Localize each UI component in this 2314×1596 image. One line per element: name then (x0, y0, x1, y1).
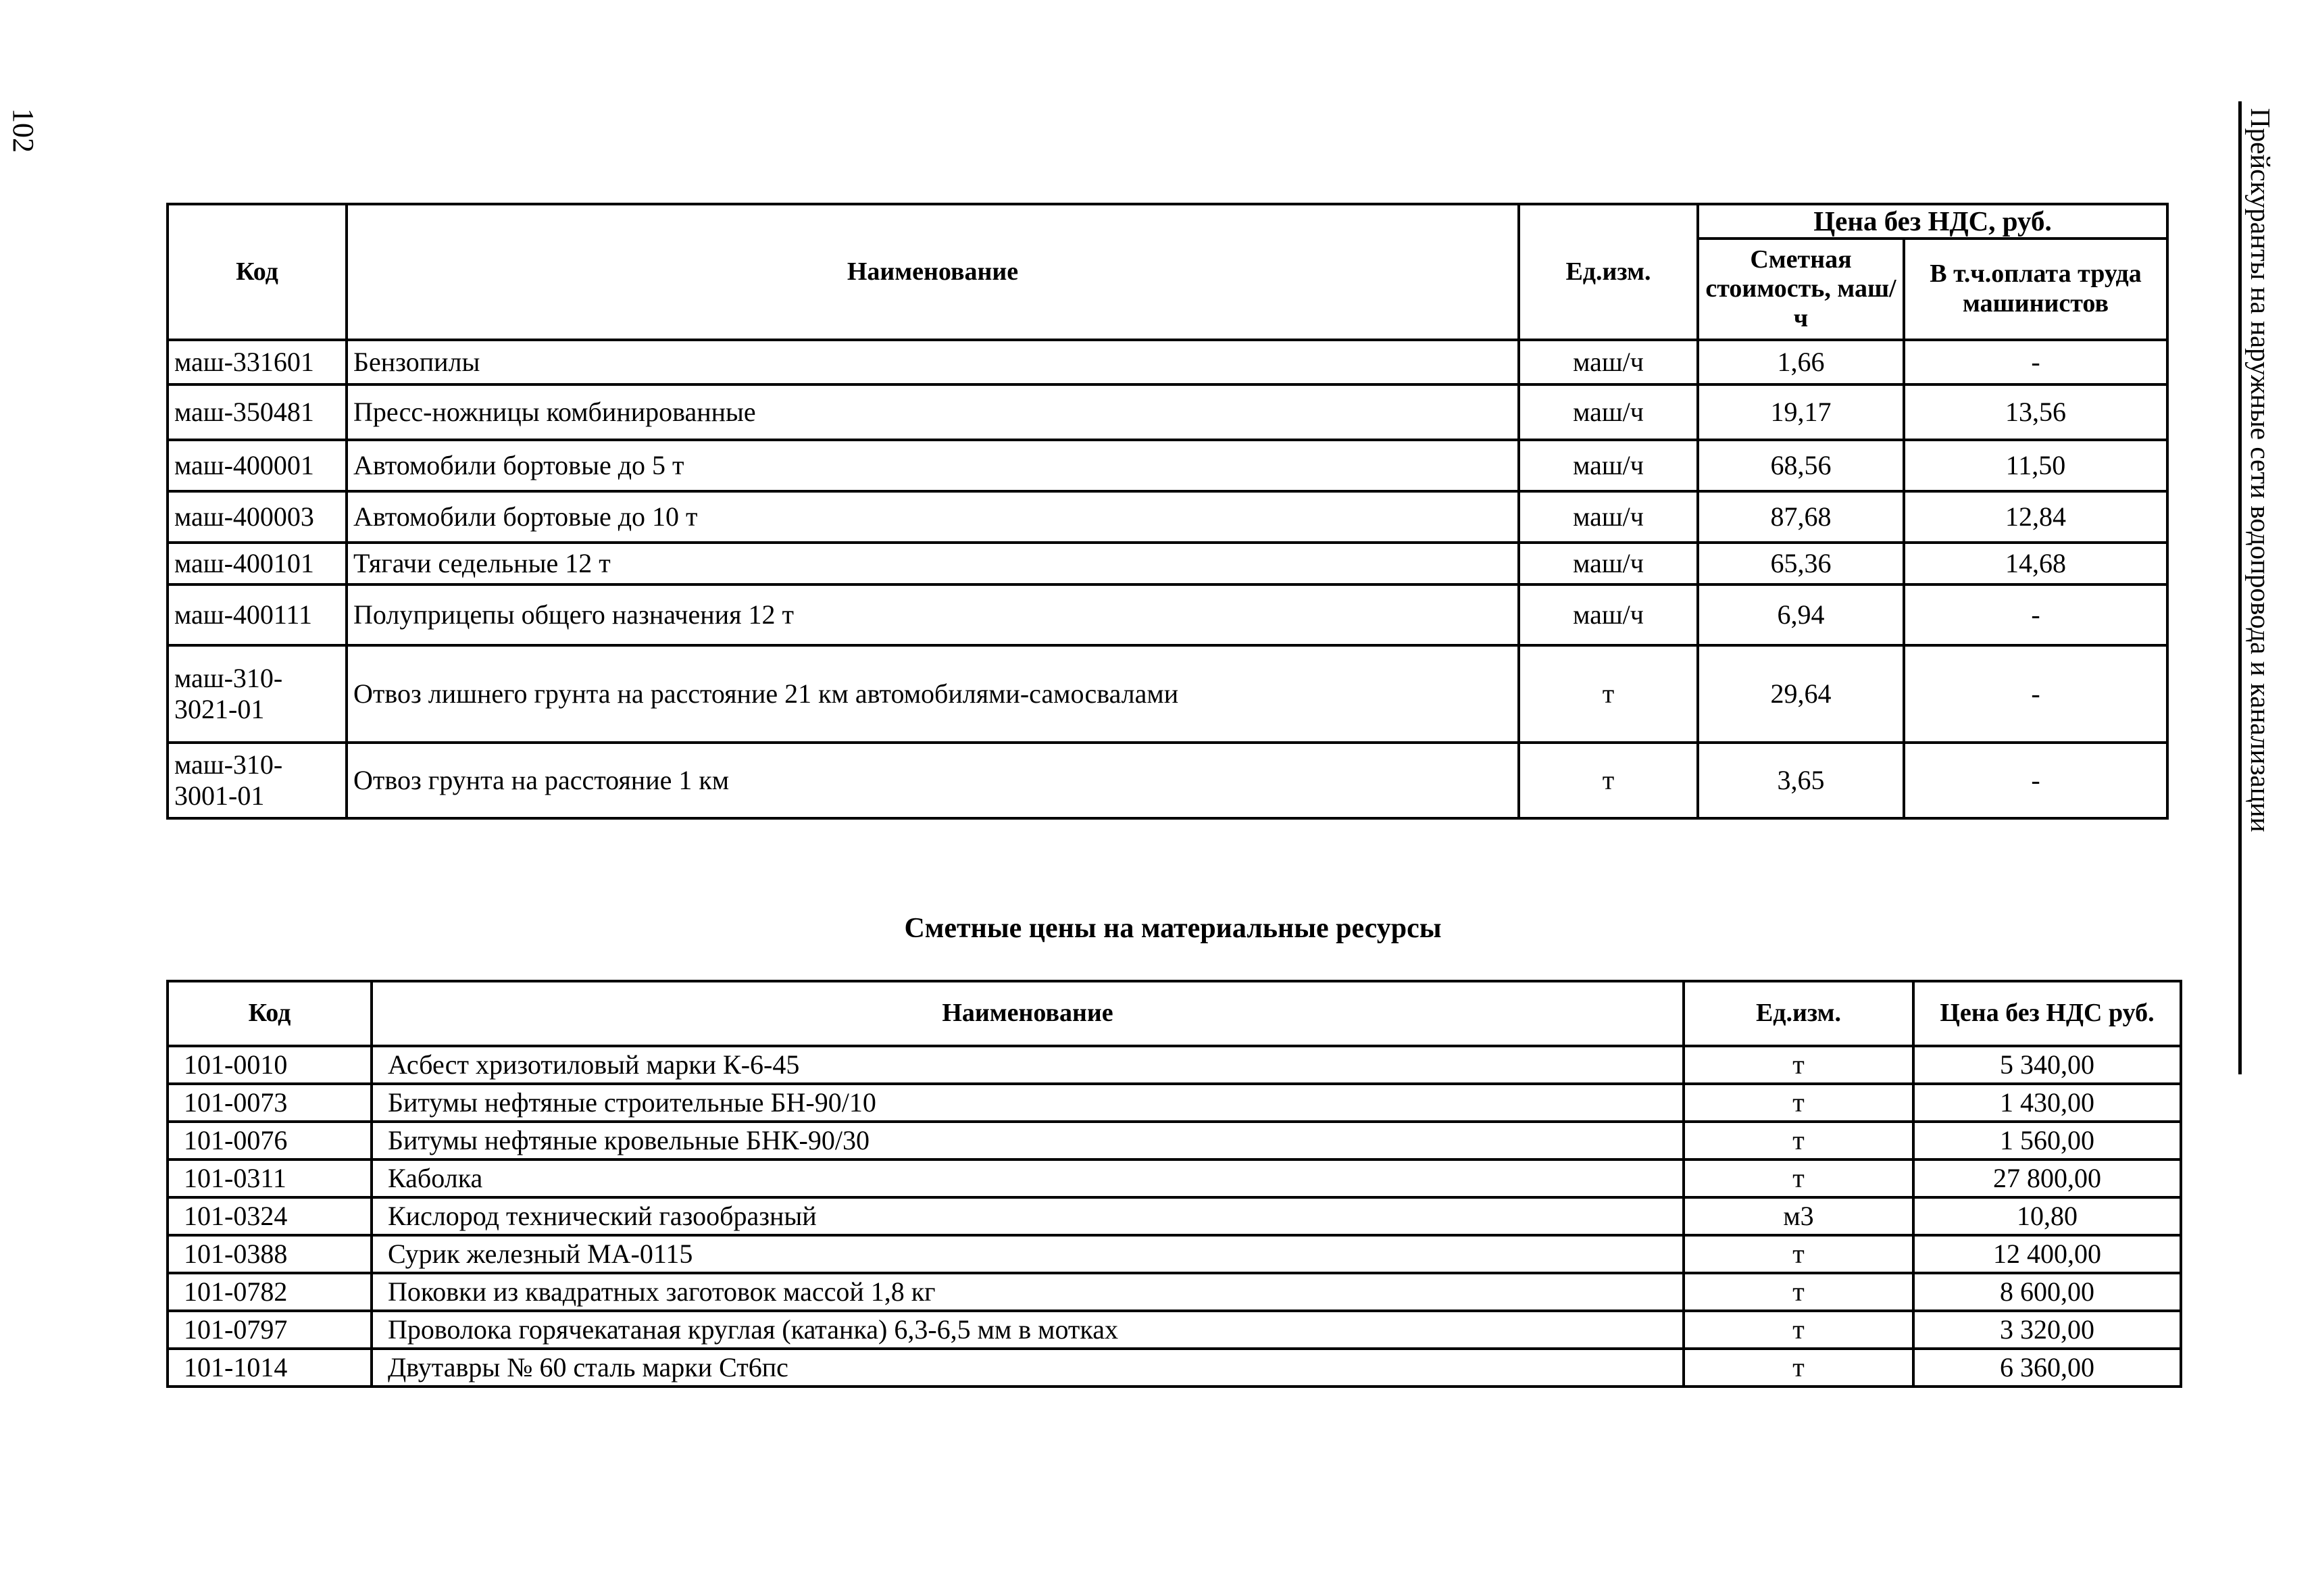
materials-table (166, 980, 2182, 1388)
row-code: маш-400001 (168, 440, 347, 491)
row-name: Бензопилы (347, 340, 1519, 384)
row-unit: маш/ч (1519, 340, 1698, 384)
row-name: Отвоз грунта на расстояние 1 км (347, 743, 1519, 818)
row-price: 10,80 (1913, 1197, 2181, 1235)
row-unit: т (1684, 1311, 1913, 1349)
row-code: маш-400003 (168, 491, 347, 543)
row-name: Поковки из квадратных заготовок массой 1,8 кг (372, 1273, 1684, 1311)
row-pay: - (1904, 743, 2167, 818)
row-code: 101-0324 (168, 1197, 372, 1235)
row-cost: 87,68 (1698, 491, 1904, 543)
row-price: 1 430,00 (1913, 1084, 2181, 1122)
row-code: маш-400111 (168, 584, 347, 645)
header-unit: Ед.изм. (1684, 981, 1913, 1046)
row-name: Асбест хризотиловый марки К-6-45 (372, 1046, 1684, 1084)
row-name: Тягачи седельные 12 т (347, 543, 1519, 584)
table-row (168, 1349, 2181, 1387)
machines-table (166, 203, 2169, 820)
side-title: Прейскуранты на наружные сети водопровода и канализации (2245, 108, 2276, 832)
row-pay: - (1904, 645, 2167, 743)
table-row (168, 584, 2167, 645)
row-name: Битумы нефтяные строительные БН-90/10 (372, 1084, 1684, 1122)
row-pay: - (1904, 340, 2167, 384)
row-unit: т (1684, 1046, 1913, 1084)
row-unit: маш/ч (1519, 384, 1698, 440)
row-price: 1 560,00 (1913, 1122, 2181, 1159)
row-unit: маш/ч (1519, 584, 1698, 645)
table-row (168, 340, 2167, 384)
header-name: Наименование (347, 204, 1519, 340)
side-rule (2238, 101, 2242, 1074)
table-row (168, 645, 2167, 743)
row-unit: т (1684, 1349, 1913, 1387)
row-unit: маш/ч (1519, 491, 1698, 543)
row-code: 101-0311 (168, 1159, 372, 1197)
row-unit: т (1684, 1273, 1913, 1311)
row-pay: 14,68 (1904, 543, 2167, 584)
row-unit: т (1684, 1122, 1913, 1159)
row-name: Кислород технический газообразный (372, 1197, 1684, 1235)
row-code: 101-1014 (168, 1349, 372, 1387)
row-code: маш-400101 (168, 543, 347, 584)
section-title: Сметные цены на материальные ресурсы (904, 913, 1442, 944)
row-code: маш-310-3021-01 (168, 645, 347, 743)
header-pay: В т.ч.оплата труда машинистов (1904, 239, 2167, 340)
table-row (168, 1159, 2181, 1197)
row-name: Полуприцепы общего назначения 12 т (347, 584, 1519, 645)
table-row (168, 1273, 2181, 1311)
row-unit: т (1684, 1235, 1913, 1273)
row-cost: 1,66 (1698, 340, 1904, 384)
row-cost: 3,65 (1698, 743, 1904, 818)
table-row (168, 1197, 2181, 1235)
header-code: Код (168, 981, 372, 1046)
row-pay: 12,84 (1904, 491, 2167, 543)
row-unit: м3 (1684, 1197, 1913, 1235)
table-row (168, 384, 2167, 440)
row-cost: 65,36 (1698, 543, 1904, 584)
table-row (168, 1311, 2181, 1349)
row-cost: 19,17 (1698, 384, 1904, 440)
row-code: 101-0073 (168, 1084, 372, 1122)
row-code: 101-0797 (168, 1311, 372, 1349)
table-row (168, 1046, 2181, 1084)
page-number: 102 (7, 108, 40, 153)
row-pay: - (1904, 584, 2167, 645)
header-price: Цена без НДС руб. (1913, 981, 2181, 1046)
row-name: Автомобили бортовые до 10 т (347, 491, 1519, 543)
table-row (168, 1084, 2181, 1122)
row-name: Сурик железный МА-0115 (372, 1235, 1684, 1273)
table-row (168, 491, 2167, 543)
header-price-group: Цена без НДС, руб. (1698, 204, 2167, 239)
row-name: Проволока горячекатаная круглая (катанка) 6,3-6,5 мм в мотках (372, 1311, 1684, 1349)
row-name: Битумы нефтяные кровельные БНК-90/30 (372, 1122, 1684, 1159)
row-price: 27 800,00 (1913, 1159, 2181, 1197)
row-code: маш-350481 (168, 384, 347, 440)
row-cost: 29,64 (1698, 645, 1904, 743)
row-unit: маш/ч (1519, 543, 1698, 584)
row-price: 6 360,00 (1913, 1349, 2181, 1387)
header-cost: Сметная стоимость, маш/ч (1698, 239, 1904, 340)
row-pay: 13,56 (1904, 384, 2167, 440)
table-row (168, 543, 2167, 584)
row-unit: т (1519, 645, 1698, 743)
row-price: 3 320,00 (1913, 1311, 2181, 1349)
row-cost: 68,56 (1698, 440, 1904, 491)
row-name: Пресс-ножницы комбинированные (347, 384, 1519, 440)
table-row (168, 1122, 2181, 1159)
row-unit: т (1684, 1159, 1913, 1197)
row-code: маш-310-3001-01 (168, 743, 347, 818)
row-price: 5 340,00 (1913, 1046, 2181, 1084)
row-unit: маш/ч (1519, 440, 1698, 491)
row-pay: 11,50 (1904, 440, 2167, 491)
row-code: 101-0076 (168, 1122, 372, 1159)
row-code: маш-331601 (168, 340, 347, 384)
table-row (168, 1235, 2181, 1273)
table-row (168, 743, 2167, 818)
table-row (168, 440, 2167, 491)
row-name: Автомобили бортовые до 5 т (347, 440, 1519, 491)
row-price: 8 600,00 (1913, 1273, 2181, 1311)
header-code: Код (168, 204, 347, 340)
row-code: 101-0010 (168, 1046, 372, 1084)
row-code: 101-0782 (168, 1273, 372, 1311)
row-name: Отвоз лишнего грунта на расстояние 21 км автомобилями-самосвалами (347, 645, 1519, 743)
row-name: Каболка (372, 1159, 1684, 1197)
row-code: 101-0388 (168, 1235, 372, 1273)
row-price: 12 400,00 (1913, 1235, 2181, 1273)
row-cost: 6,94 (1698, 584, 1904, 645)
header-unit: Ед.изм. (1519, 204, 1698, 340)
row-name: Двутавры № 60 сталь марки Ст6пс (372, 1349, 1684, 1387)
header-name: Наименование (372, 981, 1684, 1046)
row-unit: т (1684, 1084, 1913, 1122)
row-unit: т (1519, 743, 1698, 818)
